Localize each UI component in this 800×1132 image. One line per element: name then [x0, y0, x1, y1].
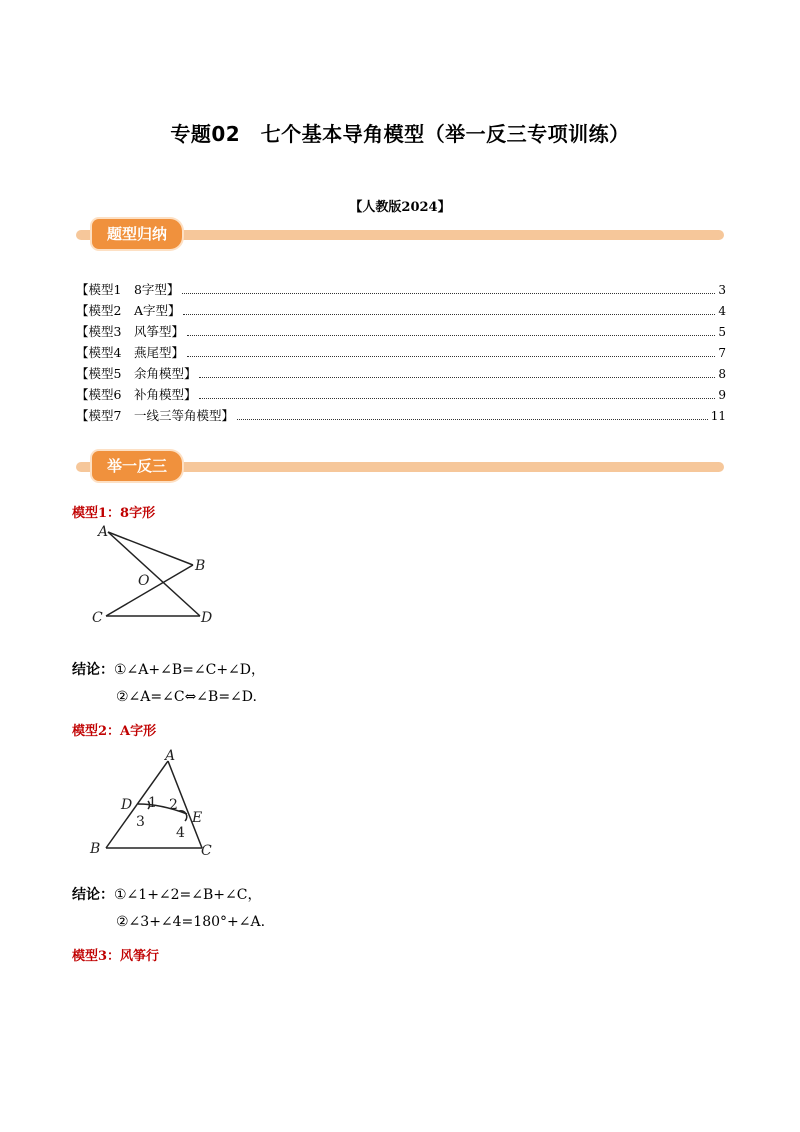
section-banner-examples: [76, 451, 724, 483]
label-C: C: [92, 610, 103, 626]
label-C: C: [201, 843, 212, 859]
conclusion-label: 结论：: [72, 662, 114, 678]
table-of-contents: [76, 280, 726, 427]
conclusion-label: 结论：: [72, 887, 114, 903]
model1-figure: [88, 522, 238, 630]
model2-conclusion-1: 结论：①∠1+∠2=∠B+∠C，: [72, 887, 262, 903]
toc-item[interactable]: 【模型4 燕尾型】 7: [76, 345, 726, 360]
edition-label: 【人教版2024】: [349, 200, 451, 215]
toc-item[interactable]: 【模型3 风筝型】 5: [76, 324, 726, 339]
model3-heading: 模型3：风筝行: [72, 949, 160, 964]
model1-conclusion-2: ②∠A=∠C⇔∠B=∠D.: [116, 689, 257, 705]
model2-heading: 模型2：A字形: [72, 724, 157, 739]
banner-tab-label: 举一反三: [92, 451, 182, 481]
toc-item[interactable]: 【模型6 补角模型】 9: [76, 387, 726, 402]
model1-heading: 模型1：8字形: [72, 506, 156, 521]
segment-AB: [108, 532, 193, 565]
segment-AD: [108, 532, 200, 616]
section-banner-question-types: [76, 219, 724, 251]
segment-AB: [106, 761, 168, 848]
label-E: E: [192, 810, 203, 826]
label-3: 3: [136, 814, 145, 830]
label-B: B: [195, 558, 206, 574]
toc-item[interactable]: 【模型5 余角模型】 8: [76, 366, 726, 381]
model2-conclusion-2: ②∠3+∠4=180°+∠A.: [116, 914, 266, 930]
label-B: B: [90, 841, 101, 857]
label-2: 2: [169, 797, 178, 813]
segment-DE: [138, 804, 187, 814]
segment-BC: [106, 565, 193, 616]
model1-conclusion-1: 结论：①∠A+∠B=∠C+∠D，: [72, 662, 265, 678]
label-A: A: [98, 524, 109, 540]
toc-item[interactable]: 【模型7 一线三等角模型】 11: [76, 408, 726, 423]
label-O: O: [138, 573, 150, 589]
label-A: A: [165, 748, 176, 764]
label-D: D: [121, 797, 133, 813]
label-4: 4: [176, 825, 185, 841]
label-1: 1: [148, 795, 157, 811]
toc-item[interactable]: 【模型1 8字型】 3: [76, 282, 726, 297]
banner-tab-label: 题型归纳: [92, 219, 182, 249]
label-D: D: [201, 610, 213, 626]
page-title: 专题02 七个基本导角模型（举一反三专项训练）: [170, 122, 630, 146]
toc-item[interactable]: 【模型2 A字型】 4: [76, 303, 726, 318]
model2-figure: [86, 747, 221, 862]
